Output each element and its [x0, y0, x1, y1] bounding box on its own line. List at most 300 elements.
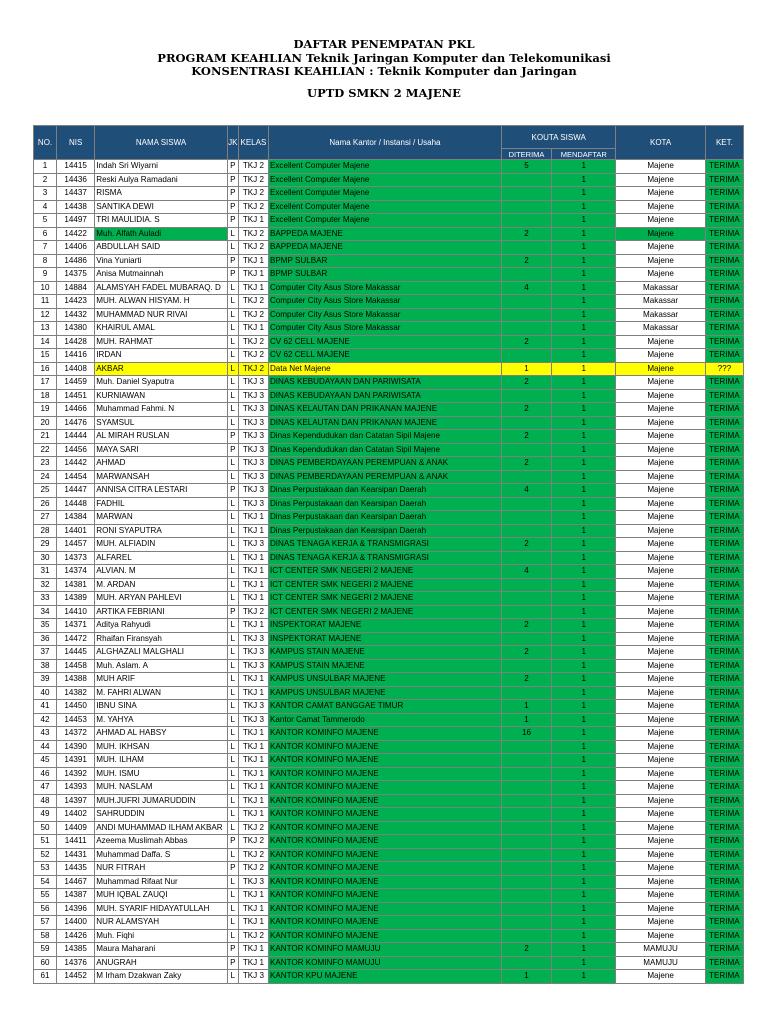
cell-nis: 14406 [57, 241, 95, 255]
document-title: DAFTAR PENEMPATAN PKL [293, 37, 475, 51]
cell-jk: L [227, 497, 238, 511]
cell-nama: MARWAN [95, 511, 228, 525]
cell-no: 24 [34, 470, 57, 484]
cell-nis: 14387 [57, 889, 95, 903]
cell-jk: L [227, 295, 238, 309]
cell-no: 2 [34, 173, 57, 187]
cell-no: 28 [34, 524, 57, 538]
cell-ket: TERIMA [705, 335, 743, 349]
table-row [34, 929, 744, 943]
table-row [34, 349, 744, 363]
cell-jk: P [227, 956, 238, 970]
cell-no: 21 [34, 430, 57, 444]
cell-ket: TERIMA [705, 862, 743, 876]
cell-kelas: TKJ 1 [238, 794, 268, 808]
cell-nis: 14385 [57, 943, 95, 957]
cell-mendaftar: 1 [552, 889, 616, 903]
cell-nis: 14390 [57, 740, 95, 754]
cell-nama: MUH. ALWAN HISYAM. H [95, 295, 228, 309]
cell-nama: MAYA SARI [95, 443, 228, 457]
cell-nama: Vina Yuniarti [95, 254, 228, 268]
cell-jk: L [227, 376, 238, 390]
cell-jk: L [227, 916, 238, 930]
cell-no: 56 [34, 902, 57, 916]
cell-kelas: TKJ 2 [238, 308, 268, 322]
table-row [34, 740, 744, 754]
cell-nama: MUH. NASLAM [95, 781, 228, 795]
table-row [34, 362, 744, 376]
cell-diterima [501, 794, 551, 808]
cell-kota: Majene [616, 227, 705, 241]
cell-kantor: KANTOR KOMINFO MAJENE [268, 808, 501, 822]
cell-jk: L [227, 700, 238, 714]
cell-no: 20 [34, 416, 57, 430]
cell-no: 39 [34, 673, 57, 687]
cell-no: 14 [34, 335, 57, 349]
cell-kelas: TKJ 1 [238, 956, 268, 970]
cell-nama: ALFAREL [95, 551, 228, 565]
cell-jk: P [227, 862, 238, 876]
cell-nis: 14432 [57, 308, 95, 322]
cell-nama: KHAIRUL AMAL [95, 322, 228, 336]
cell-ket: ??? [705, 362, 743, 376]
cell-kantor: KANTOR CAMAT BANGGAE TIMUR [268, 700, 501, 714]
cell-nis: 14435 [57, 862, 95, 876]
cell-kelas: TKJ 2 [238, 349, 268, 363]
cell-nis: 14451 [57, 389, 95, 403]
cell-ket: TERIMA [705, 268, 743, 282]
cell-kota: Majene [616, 619, 705, 633]
cell-kelas: TKJ 1 [238, 592, 268, 606]
cell-nis: 14467 [57, 875, 95, 889]
cell-kota: Majene [616, 268, 705, 282]
cell-jk: P [227, 443, 238, 457]
cell-jk: L [227, 403, 238, 417]
table-row [34, 794, 744, 808]
cell-jk: L [227, 713, 238, 727]
cell-nis: 14486 [57, 254, 95, 268]
cell-mendaftar: 1 [552, 781, 616, 795]
cell-nis: 14393 [57, 781, 95, 795]
cell-kantor: BPMP SULBAR [268, 254, 501, 268]
cell-no: 16 [34, 362, 57, 376]
cell-mendaftar: 1 [552, 389, 616, 403]
cell-nama: M. ARDAN [95, 578, 228, 592]
col-header-kelas: KELAS [238, 126, 268, 160]
cell-kelas: TKJ 3 [238, 497, 268, 511]
cell-nama: Maura Maharani [95, 943, 228, 957]
cell-mendaftar: 1 [552, 835, 616, 849]
cell-jk: L [227, 470, 238, 484]
cell-nama: ALAMSYAH FADEL MUBARAQ. D [95, 281, 228, 295]
cell-no: 40 [34, 686, 57, 700]
cell-nis: 14381 [57, 578, 95, 592]
cell-jk: L [227, 889, 238, 903]
table-row [34, 214, 744, 228]
cell-diterima [501, 295, 551, 309]
cell-kelas: TKJ 1 [238, 619, 268, 633]
table-row [34, 808, 744, 822]
cell-kelas: TKJ 1 [238, 578, 268, 592]
cell-kantor: Data Net Majene [268, 362, 501, 376]
cell-mendaftar: 1 [552, 848, 616, 862]
table-row [34, 902, 744, 916]
cell-kota: Majene [616, 389, 705, 403]
cell-mendaftar: 1 [552, 227, 616, 241]
cell-kelas: TKJ 2 [238, 187, 268, 201]
cell-kantor: Excellent Computer Majene [268, 214, 501, 228]
cell-kota: Majene [616, 200, 705, 214]
col-header-nama: NAMA SISWA [95, 126, 228, 160]
cell-diterima: 2 [501, 335, 551, 349]
cell-kantor: DINAS TENAGA KERJA & TRANSMIGRASI [268, 551, 501, 565]
cell-ket: TERIMA [705, 808, 743, 822]
cell-kota: Majene [616, 403, 705, 417]
cell-mendaftar: 1 [552, 578, 616, 592]
cell-no: 51 [34, 835, 57, 849]
cell-jk: L [227, 335, 238, 349]
cell-jk: L [227, 659, 238, 673]
cell-kelas: TKJ 3 [238, 484, 268, 498]
cell-ket: TERIMA [705, 254, 743, 268]
cell-nama: Muh. Daniel Syaputra [95, 376, 228, 390]
cell-nama: NUR FITRAH [95, 862, 228, 876]
cell-kota: Majene [616, 443, 705, 457]
cell-mendaftar: 1 [552, 551, 616, 565]
cell-mendaftar: 1 [552, 511, 616, 525]
cell-kelas: TKJ 1 [238, 754, 268, 768]
cell-nama: MARWANSAH [95, 470, 228, 484]
cell-jk: L [227, 970, 238, 984]
cell-jk: L [227, 227, 238, 241]
cell-nama: RISMA [95, 187, 228, 201]
cell-kantor: DINAS PEMBERDAYAAN PEREMPUAN & ANAK [268, 470, 501, 484]
cell-diterima [501, 754, 551, 768]
cell-nama: Indah Sri Wiyarni [95, 160, 228, 174]
cell-kelas: TKJ 1 [238, 686, 268, 700]
cell-kelas: TKJ 1 [238, 322, 268, 336]
cell-jk: L [227, 457, 238, 471]
cell-diterima: 4 [501, 565, 551, 579]
document-header [0, 38, 768, 100]
cell-mendaftar: 1 [552, 403, 616, 417]
table-row [34, 160, 744, 174]
cell-nis: 14457 [57, 538, 95, 552]
cell-kantor: Dinas Perpustakaan dan Kearsipan Daerah [268, 511, 501, 525]
cell-jk: L [227, 808, 238, 822]
cell-diterima [501, 632, 551, 646]
cell-kantor: KANTOR KOMINFO MAJENE [268, 875, 501, 889]
table-row [34, 565, 744, 579]
cell-kota: Majene [616, 565, 705, 579]
cell-diterima [501, 686, 551, 700]
cell-nis: 14375 [57, 268, 95, 282]
cell-diterima [501, 268, 551, 282]
cell-jk: P [227, 187, 238, 201]
cell-ket: TERIMA [705, 605, 743, 619]
cell-kantor: KANTOR KOMINFO MAJENE [268, 821, 501, 835]
cell-kantor: Computer City Asus Store Makassar [268, 281, 501, 295]
cell-jk: L [227, 322, 238, 336]
table-row [34, 754, 744, 768]
cell-mendaftar: 1 [552, 470, 616, 484]
cell-mendaftar: 1 [552, 200, 616, 214]
table-row [34, 484, 744, 498]
cell-no: 58 [34, 929, 57, 943]
cell-ket: TERIMA [705, 821, 743, 835]
cell-kota: Majene [616, 632, 705, 646]
table-row [34, 970, 744, 984]
table-row [34, 416, 744, 430]
cell-nama: MUH. ILHAM [95, 754, 228, 768]
cell-nama: MUH. IKHSAN [95, 740, 228, 754]
table-row [34, 727, 744, 741]
cell-kelas: TKJ 2 [238, 821, 268, 835]
table-row [34, 227, 744, 241]
cell-nis: 14450 [57, 700, 95, 714]
cell-no: 59 [34, 943, 57, 957]
cell-ket: TERIMA [705, 551, 743, 565]
cell-ket: TERIMA [705, 632, 743, 646]
cell-jk: L [227, 511, 238, 525]
cell-ket: TERIMA [705, 740, 743, 754]
cell-kelas: TKJ 1 [238, 511, 268, 525]
cell-kota: Majene [616, 605, 705, 619]
cell-kota: MAMUJU [616, 956, 705, 970]
cell-ket: TERIMA [705, 794, 743, 808]
table-row [34, 835, 744, 849]
cell-no: 26 [34, 497, 57, 511]
table-row [34, 551, 744, 565]
table-header-row [34, 126, 744, 149]
cell-no: 48 [34, 794, 57, 808]
cell-diterima: 4 [501, 281, 551, 295]
cell-no: 29 [34, 538, 57, 552]
cell-mendaftar: 1 [552, 902, 616, 916]
table-row [34, 457, 744, 471]
cell-diterima [501, 551, 551, 565]
cell-diterima [501, 848, 551, 862]
cell-kelas: TKJ 2 [238, 295, 268, 309]
cell-mendaftar: 1 [552, 308, 616, 322]
cell-nama: M. FAHRI ALWAN [95, 686, 228, 700]
cell-ket: TERIMA [705, 457, 743, 471]
table-row [34, 605, 744, 619]
cell-no: 36 [34, 632, 57, 646]
cell-kantor: KANTOR KOMINFO MAJENE [268, 902, 501, 916]
cell-kelas: TKJ 1 [238, 268, 268, 282]
cell-kantor: ICT CENTER SMK NEGERI 2 MAJENE [268, 605, 501, 619]
cell-mendaftar: 1 [552, 524, 616, 538]
cell-no: 42 [34, 713, 57, 727]
table-row [34, 821, 744, 835]
cell-no: 19 [34, 403, 57, 417]
cell-nis: 14454 [57, 470, 95, 484]
cell-nis: 14445 [57, 646, 95, 660]
cell-ket: TERIMA [705, 416, 743, 430]
cell-diterima: 2 [501, 457, 551, 471]
cell-ket: TERIMA [705, 578, 743, 592]
cell-ket: TERIMA [705, 376, 743, 390]
cell-jk: L [227, 389, 238, 403]
cell-kelas: TKJ 3 [238, 389, 268, 403]
cell-no: 7 [34, 241, 57, 255]
cell-nis: 14402 [57, 808, 95, 822]
cell-jk: L [227, 632, 238, 646]
cell-diterima: 2 [501, 673, 551, 687]
table-row [34, 430, 744, 444]
cell-no: 50 [34, 821, 57, 835]
cell-kantor: KANTOR KOMINFO MAJENE [268, 794, 501, 808]
cell-kantor: KANTOR KOMINFO MAJENE [268, 835, 501, 849]
cell-kantor: KANTOR KOMINFO MAJENE [268, 727, 501, 741]
cell-diterima [501, 916, 551, 930]
cell-no: 33 [34, 592, 57, 606]
cell-kota: Majene [616, 646, 705, 660]
cell-nis: 14452 [57, 970, 95, 984]
cell-kota: Majene [616, 484, 705, 498]
table-row [34, 956, 744, 970]
cell-jk: L [227, 578, 238, 592]
table-row [34, 443, 744, 457]
cell-kota: Majene [616, 362, 705, 376]
cell-kantor: CV 62 CELL MAJENE [268, 335, 501, 349]
cell-kantor: Dinas Perpustakaan dan Kearsipan Daerah [268, 497, 501, 511]
table-row [34, 335, 744, 349]
col-header-jk: JK [227, 126, 238, 160]
cell-kota: Majene [616, 767, 705, 781]
table-row [34, 848, 744, 862]
cell-jk: L [227, 794, 238, 808]
table-row [34, 187, 744, 201]
cell-no: 22 [34, 443, 57, 457]
table-row [34, 862, 744, 876]
cell-nama: ALVIAN. M [95, 565, 228, 579]
cell-diterima [501, 173, 551, 187]
cell-diterima [501, 659, 551, 673]
cell-nama: MUH.JUFRI JUMARUDDIN [95, 794, 228, 808]
cell-kantor: Dinas Perpustakaan dan Kearsipan Daerah [268, 484, 501, 498]
cell-no: 57 [34, 916, 57, 930]
cell-kantor: ICT CENTER SMK NEGERI 2 MAJENE [268, 578, 501, 592]
cell-mendaftar: 1 [552, 268, 616, 282]
cell-kota: Majene [616, 889, 705, 903]
cell-kantor: BAPPEDA MAJENE [268, 241, 501, 255]
cell-jk: L [227, 524, 238, 538]
cell-no: 30 [34, 551, 57, 565]
cell-mendaftar: 1 [552, 565, 616, 579]
cell-kota: Majene [616, 848, 705, 862]
cell-mendaftar: 1 [552, 740, 616, 754]
concentration-title: KONSENTRASI KEAHLIAN : Teknik Komputer dan Jaringan [191, 64, 577, 78]
cell-jk: P [227, 268, 238, 282]
cell-nama: MUH ARIF [95, 673, 228, 687]
cell-jk: L [227, 592, 238, 606]
cell-jk: L [227, 767, 238, 781]
cell-kelas: TKJ 3 [238, 970, 268, 984]
table-row [34, 173, 744, 187]
table-row [34, 281, 744, 295]
cell-nama: RONI SYAPUTRA [95, 524, 228, 538]
cell-ket: TERIMA [705, 875, 743, 889]
cell-ket: TERIMA [705, 443, 743, 457]
col-header-diterima: DITERIMA [501, 149, 551, 160]
cell-jk: P [227, 484, 238, 498]
cell-kota: Majene [616, 713, 705, 727]
col-header-kouta: KOUTA SISWA [501, 126, 615, 149]
cell-kota: Majene [616, 173, 705, 187]
table-row [34, 376, 744, 390]
cell-ket: TERIMA [705, 281, 743, 295]
cell-no: 53 [34, 862, 57, 876]
cell-diterima [501, 214, 551, 228]
cell-diterima [501, 349, 551, 363]
cell-no: 25 [34, 484, 57, 498]
cell-nis: 14444 [57, 430, 95, 444]
cell-no: 47 [34, 781, 57, 795]
cell-kelas: TKJ 2 [238, 227, 268, 241]
cell-nis: 14437 [57, 187, 95, 201]
cell-kota: Majene [616, 470, 705, 484]
cell-kota: Makassar [616, 295, 705, 309]
cell-diterima: 2 [501, 538, 551, 552]
cell-no: 32 [34, 578, 57, 592]
cell-nis: 14447 [57, 484, 95, 498]
cell-ket: TERIMA [705, 524, 743, 538]
cell-diterima [501, 200, 551, 214]
cell-no: 37 [34, 646, 57, 660]
cell-nis: 14396 [57, 902, 95, 916]
cell-nama: MUH. RAHMAT [95, 335, 228, 349]
cell-diterima [501, 889, 551, 903]
cell-nama: MUH. SYARIF HIDAYATULLAH [95, 902, 228, 916]
cell-mendaftar: 1 [552, 767, 616, 781]
table-row [34, 632, 744, 646]
col-header-mendaftar: MENDAFTAR [552, 149, 616, 160]
cell-mendaftar: 1 [552, 673, 616, 687]
cell-kota: Majene [616, 160, 705, 174]
cell-nama: AHMAD [95, 457, 228, 471]
cell-kelas: TKJ 1 [238, 943, 268, 957]
cell-kota: Makassar [616, 281, 705, 295]
cell-kantor: KANTOR KOMINFO MAJENE [268, 740, 501, 754]
cell-kantor: KAMPUS STAIN MAJENE [268, 646, 501, 660]
cell-nis: 14459 [57, 376, 95, 390]
table-row [34, 686, 744, 700]
col-header-nis: NIS [57, 126, 95, 160]
cell-kantor: KANTOR KPU MAJENE [268, 970, 501, 984]
cell-ket: TERIMA [705, 889, 743, 903]
cell-diterima [501, 767, 551, 781]
cell-diterima: 2 [501, 619, 551, 633]
cell-mendaftar: 1 [552, 686, 616, 700]
cell-kota: Majene [616, 254, 705, 268]
cell-kantor: Kantor Camat Tammerodo [268, 713, 501, 727]
cell-mendaftar: 1 [552, 875, 616, 889]
cell-nama: Rhaifan Firansyah [95, 632, 228, 646]
cell-no: 3 [34, 187, 57, 201]
cell-nama: Aditya Rahyudi [95, 619, 228, 633]
cell-ket: TERIMA [705, 956, 743, 970]
cell-nama: FADHIL [95, 497, 228, 511]
cell-diterima [501, 740, 551, 754]
cell-nis: 14376 [57, 956, 95, 970]
cell-jk: P [227, 605, 238, 619]
cell-nis: 14422 [57, 227, 95, 241]
cell-diterima: 2 [501, 403, 551, 417]
cell-nama: ANNISA CITRA LESTARI [95, 484, 228, 498]
cell-mendaftar: 1 [552, 956, 616, 970]
